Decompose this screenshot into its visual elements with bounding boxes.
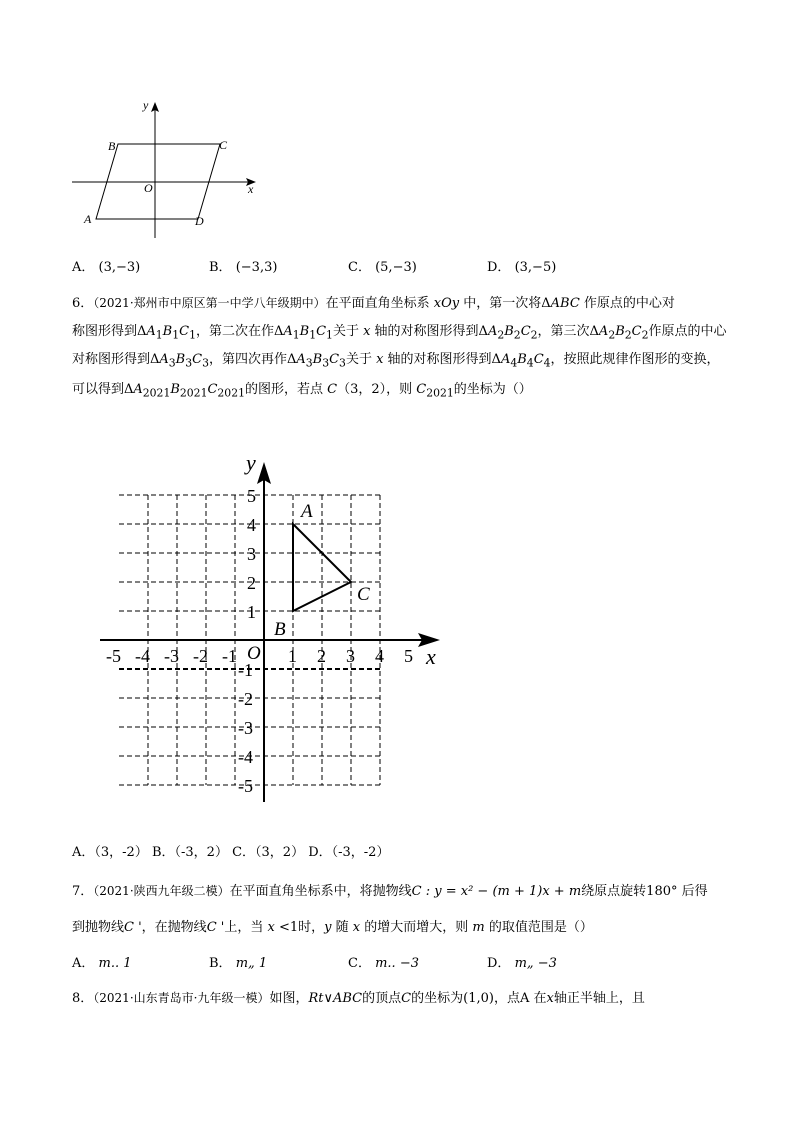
x-tick-label: 2 <box>317 646 326 666</box>
q7-option-a: A． m.. 1 <box>72 956 132 971</box>
q6-options: A．（3，-2） B．（-3，2） C．（3，2） D．（-3，-2） <box>72 845 390 860</box>
figure1-label-y: y <box>143 98 149 112</box>
figure1-label-D: D <box>195 214 204 228</box>
x-tick-label: -4 <box>135 646 150 666</box>
y-tick-label: 2 <box>247 573 256 593</box>
x-tick-label: 4 <box>375 646 384 666</box>
figure1-label-C: C <box>219 138 228 152</box>
y-tick-label: -4 <box>238 747 253 767</box>
parallelogram-figure <box>60 92 270 242</box>
y-tick-label: -5 <box>238 776 253 796</box>
origin-label: O <box>247 643 261 664</box>
y-tick-label: 5 <box>247 486 256 506</box>
axis-label-x: x <box>426 644 436 669</box>
x-tick-label: -3 <box>164 646 179 666</box>
question-source: （2021·郑州市中原区第一中学八年级期中） <box>93 296 326 310</box>
q5-option-d: D． (3,−5) <box>487 260 557 275</box>
q7-option-b: B． m„ 1 <box>209 956 268 971</box>
vertex-label-b: B <box>274 619 286 640</box>
q7-option-d: D． m„ −3 <box>487 956 557 971</box>
q5-option-c: C． (5,−3) <box>348 260 417 275</box>
q7-line-1: 7．（2021·陕西九年级二模）在平面直角坐标系中，将抛物线C : y = x² − (m + 1)x + m绕原点旋转180° 后得 <box>72 884 708 899</box>
question-number: 6． <box>72 296 94 311</box>
y-tick-label: 3 <box>247 544 256 564</box>
vertex-label-c: C <box>357 584 370 605</box>
x-tick-label: 5 <box>404 646 413 666</box>
x-tick-label: 3 <box>346 646 355 666</box>
y-tick-label: -1 <box>238 660 253 680</box>
q6-line-4: 可以得到$\Delta A_{2021}B_{2021}C_{2021}$的图形，若点 C（3，2），则 $C_{2021}$的坐标为（） <box>72 382 532 400</box>
question-source: （2021·陕西九年级二模） <box>93 884 230 898</box>
q6-line-1: 6．（2021·郑州市中原区第一中学八年级期中）在平面直角坐标系 xOy 中，第一次将ΔABC 作原点的中心对 <box>72 296 675 311</box>
q8-line-1: 8．（2021·山东青岛市·九年级一模）如图，Rt∨ABC的顶点C的坐标为(1,0)，点A 在x轴正半轴上，且 <box>72 991 645 1006</box>
y-tick-label: -2 <box>238 689 253 709</box>
figure1-label-A: A <box>84 212 92 226</box>
q5-option-b: B． (−3,3) <box>209 260 278 275</box>
q6-line-3: 对称图形得到$\Delta A_3B_3C_3$，第四次再作$\Delta A_3B_3C_3$关于 x 轴的对称图形得到$\Delta A_4B_4C_4$，按照此规律作图形的变换， <box>72 352 720 370</box>
q7-line-2: 到抛物线C '，在抛物线C '上，当 x <1时，y 随 x 的增大而增大，则 m 的取值范围是（） <box>72 920 593 935</box>
vertex-label-a: A <box>301 501 313 522</box>
x-tick-label: -1 <box>222 646 237 666</box>
question-number: 7． <box>72 884 94 899</box>
y-tick-label: 1 <box>247 602 256 622</box>
q6-line-2: 称图形得到$\Delta A_1B_1C_1$，第二次在作$\Delta A_1B_1C_1$关于 x 轴的对称图形得到$\Delta A_2B_2C_2$，第三次$\Delta A_2B_2C_2$作原点的中心 <box>72 324 727 342</box>
question-number: 8． <box>72 991 94 1006</box>
figure1-label-x: x <box>248 182 254 196</box>
x-tick-label: -2 <box>193 646 208 666</box>
figure1-label-origin: O <box>144 181 153 195</box>
y-tick-label: -3 <box>238 718 253 738</box>
q7-option-c: C． m.. −3 <box>348 956 419 971</box>
parabola-formula: C : y = x² − (m + 1)x + m <box>411 884 582 899</box>
q5-option-a: A． (3,−3) <box>72 260 141 275</box>
axis-label-y: y <box>246 450 256 475</box>
coordinate-grid-figure <box>90 440 460 812</box>
question-source: （2021·山东青岛市·九年级一模） <box>93 991 270 1005</box>
x-tick-label: -5 <box>106 646 121 666</box>
y-tick-label: 4 <box>247 515 256 535</box>
x-tick-label: 1 <box>288 646 297 666</box>
figure1-label-B: B <box>108 139 116 153</box>
